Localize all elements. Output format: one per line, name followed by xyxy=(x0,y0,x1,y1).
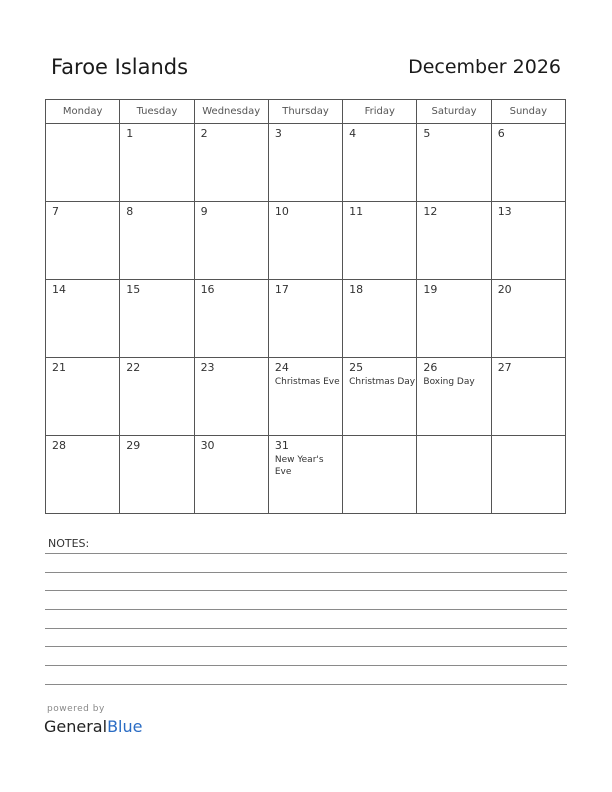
day-cell xyxy=(417,358,491,436)
day-cell xyxy=(417,202,491,280)
day-number: 15 xyxy=(126,283,141,296)
day-cell xyxy=(268,280,342,358)
holiday-label: Boxing Day xyxy=(423,377,475,387)
day-cell xyxy=(46,280,120,358)
day-cell xyxy=(120,280,194,358)
week-row xyxy=(46,280,566,358)
day-cell xyxy=(417,124,491,202)
day-number: 17 xyxy=(274,283,289,296)
day-number: 5 xyxy=(423,127,431,140)
day-cell xyxy=(46,124,120,202)
weekday-header: Tuesday xyxy=(120,100,194,124)
day-number: 8 xyxy=(126,205,134,218)
day-number: 7 xyxy=(52,205,59,218)
generalblue-logo[interactable] xyxy=(44,717,142,736)
day-cell xyxy=(46,202,120,280)
day-cell xyxy=(491,202,565,280)
day-number: 29 xyxy=(126,439,141,452)
weekday-header: Monday xyxy=(46,100,120,124)
note-line xyxy=(45,665,567,666)
day-number: 24 xyxy=(274,361,289,374)
day-cell xyxy=(194,436,268,514)
day-number: 10 xyxy=(274,205,289,218)
logo-general-text: General xyxy=(44,717,108,736)
day-number: 12 xyxy=(423,205,438,218)
day-cell xyxy=(268,436,342,514)
day-number: 20 xyxy=(497,283,512,296)
day-cell xyxy=(120,202,194,280)
note-line xyxy=(45,684,567,685)
day-cell xyxy=(268,124,342,202)
logo-blue-text: Blue xyxy=(107,717,143,736)
day-cell xyxy=(120,358,194,436)
day-number: 30 xyxy=(200,439,215,452)
holiday-label: Christmas Day xyxy=(349,377,416,387)
weekday-header: Saturday xyxy=(417,100,491,124)
note-line xyxy=(45,572,567,573)
day-cell xyxy=(268,202,342,280)
note-line xyxy=(45,553,567,554)
day-cell xyxy=(343,124,417,202)
day-number: 19 xyxy=(423,283,438,296)
day-cell xyxy=(343,280,417,358)
note-line xyxy=(45,646,567,647)
day-number: 14 xyxy=(52,283,66,296)
day-number: 27 xyxy=(497,361,512,374)
day-number: 4 xyxy=(349,127,357,140)
month-calendar-grid xyxy=(45,99,566,514)
day-number: 31 xyxy=(274,439,289,452)
day-number: 21 xyxy=(52,361,66,374)
weekday-header: Friday xyxy=(343,100,417,124)
powered-by-text: powered by xyxy=(47,704,105,714)
day-number: 6 xyxy=(497,127,505,140)
day-number: 18 xyxy=(349,283,364,296)
day-number: 28 xyxy=(52,439,66,452)
calendar-month-title: December 2026 xyxy=(408,56,561,78)
day-cell xyxy=(120,124,194,202)
day-number: 22 xyxy=(126,361,141,374)
day-number: 23 xyxy=(200,361,215,374)
day-cell xyxy=(194,358,268,436)
day-cell xyxy=(120,436,194,514)
week-row xyxy=(46,436,566,514)
week-row xyxy=(46,358,566,436)
weekday-header: Sunday xyxy=(491,100,565,124)
day-number: 16 xyxy=(200,283,215,296)
day-number: 9 xyxy=(200,205,208,218)
holiday-label: Christmas Eve xyxy=(274,377,340,387)
day-cell xyxy=(491,280,565,358)
day-cell xyxy=(194,124,268,202)
day-number: 1 xyxy=(126,127,134,140)
day-number: 13 xyxy=(497,205,512,218)
day-cell xyxy=(194,280,268,358)
day-cell xyxy=(343,358,417,436)
day-cell xyxy=(491,436,565,514)
day-cell xyxy=(268,358,342,436)
day-number: 25 xyxy=(349,361,364,374)
weekday-header-row xyxy=(46,100,566,124)
week-row xyxy=(46,124,566,202)
day-cell xyxy=(194,202,268,280)
day-cell xyxy=(46,436,120,514)
day-cell xyxy=(417,280,491,358)
day-cell xyxy=(46,358,120,436)
weekday-header: Wednesday xyxy=(194,100,268,124)
day-number: 11 xyxy=(349,205,364,218)
day-cell xyxy=(491,358,565,436)
day-number: 3 xyxy=(274,127,282,140)
week-row xyxy=(46,202,566,280)
calendar-country-title: Faroe Islands xyxy=(51,55,189,79)
holiday-label: New Year's Eve xyxy=(274,455,324,477)
notes-label: NOTES: xyxy=(48,537,90,550)
day-number: 26 xyxy=(423,361,438,374)
day-number: 2 xyxy=(200,127,208,140)
day-cell xyxy=(343,202,417,280)
note-line xyxy=(45,590,567,591)
weekday-header: Thursday xyxy=(268,100,342,124)
note-line xyxy=(45,628,567,629)
note-line xyxy=(45,609,567,610)
day-cell xyxy=(343,436,417,514)
day-cell xyxy=(417,436,491,514)
day-cell xyxy=(491,124,565,202)
